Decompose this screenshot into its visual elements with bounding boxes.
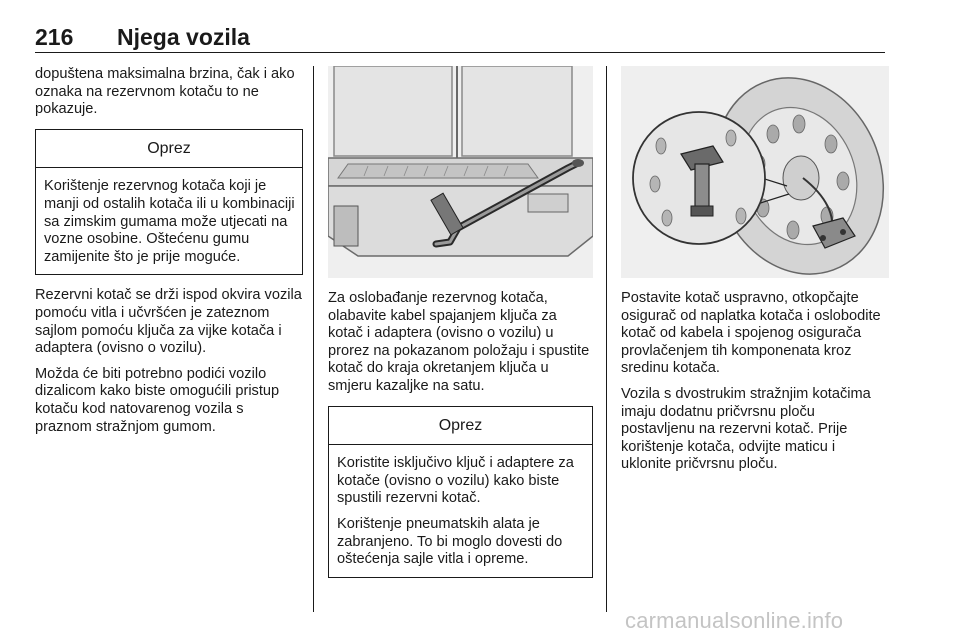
caution-text: Koristite isključivo ključ i adaptere za kotače (ovisno o vozilu) kako biste spustili rezervni kotač. [337, 455, 574, 507]
intro-paragraph: dopuštena maksimalna brzina, čak i ako oznaka na rezervnom kotaču to ne pokazuje. [35, 66, 295, 118]
caution-box [35, 129, 303, 276]
caution-text: Korištenje rezervnog kotača koji je manji od ostalih kotača ili u kombinaciji sa zimskim gumama može utjecati na vozne osobine. Oštećenu gumu zamijenite što je prije moguće. [44, 178, 295, 265]
body-paragraph: Vozila s dvostrukim stražnjim kotačima imaju dodatnu pričvrsnu ploču postavljenu na rezervni kotač. Prije korištenje kotača, odvijte maticu i uklonite pričvrsnu ploču. [621, 385, 871, 473]
caution-title: Oprez [329, 407, 592, 446]
column-divider [606, 66, 607, 612]
column-right [621, 66, 889, 482]
chapter-title: Njega vozila [117, 24, 250, 50]
column-middle [328, 66, 593, 590]
watermark: carmanualsonline.info [625, 608, 844, 633]
wheel-wrench-under-rear-bumper-illustration [328, 66, 593, 278]
body-paragraph: Postavite kotač uspravno, otkopčajte osigurač od naplatka kotača i oslobodite kotač od kabela i spojenog osigurača provlačenjem tih komponenata kroz sredinu kotača. [621, 290, 881, 377]
caution-title: Oprez [36, 130, 302, 169]
column-divider [313, 66, 314, 612]
caution-text: Korištenje pneumatskih alata je zabranjeno. To bi moglo dovesti do oštećenja sajle vitla i opreme. [337, 515, 563, 568]
body-paragraph: Možda će biti potrebno podići vozilo dizalicom kako biste omogućili pristup kotaču kod natovarenog vozila s praznom stražnjom gumom. [35, 365, 280, 435]
page-number: 216 [35, 24, 74, 50]
header-divider [35, 52, 885, 53]
caution-body [329, 445, 592, 577]
caution-box [328, 406, 593, 578]
caution-body [36, 168, 302, 274]
body-paragraph: Za oslobađanje rezervnog kotača, olabavite kabel spajanjem ključa za kotač i adaptera (ovisno o vozilu) u prorez na pokazanom položaju i spustite kotač do kraja okretanjem ključa u smjeru kazaljke na satu. [328, 290, 590, 394]
column-left [35, 66, 303, 444]
body-paragraph: Rezervni kotač se drži ispod okvira vozila pomoću vitla i učvršćen je zateznom sajlom pomoću ključa za vijke kotača i adaptera (ovisno o vozilu). [35, 287, 302, 357]
page-header [35, 22, 885, 54]
spare-wheel-cable-retainer-illustration [621, 66, 889, 278]
